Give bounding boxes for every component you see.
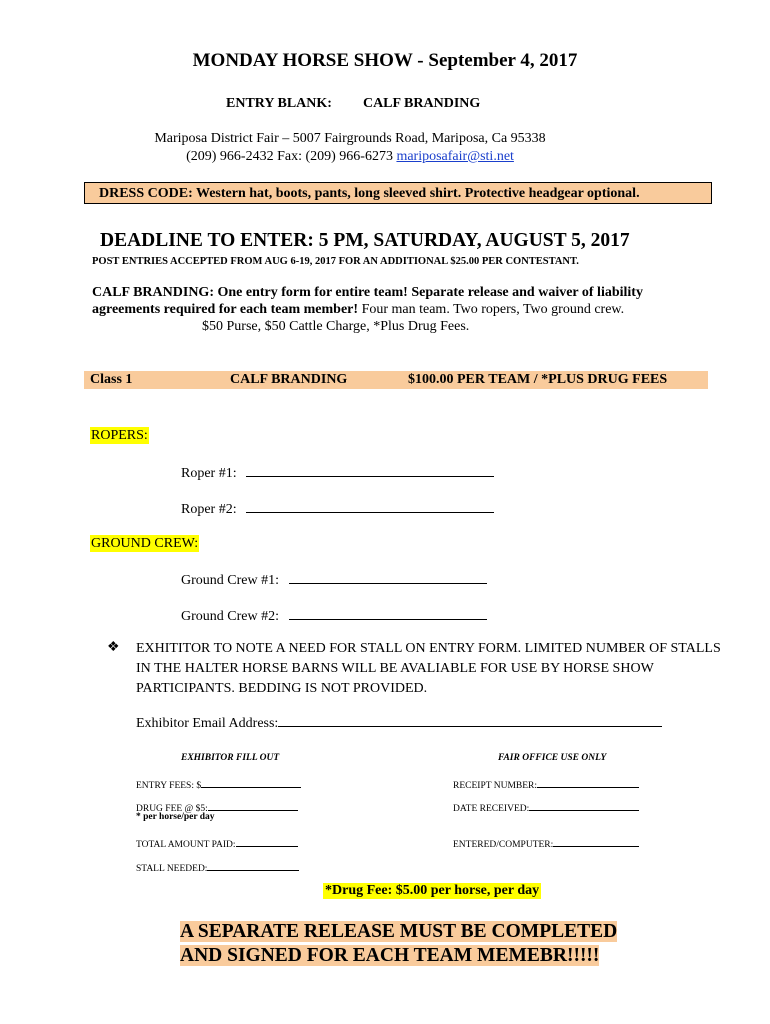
release-warning-line-2: AND SIGNED FOR EACH TEAM MEMEBR!!!!! — [180, 945, 600, 966]
drug-fee-label: DRUG FEE @ $5: — [136, 804, 208, 814]
dress-code-box: DRESS CODE: Western hat, boots, pants, long sleeved shirt. Protective headgear optional. — [84, 182, 712, 204]
roper-1-input[interactable] — [246, 462, 494, 477]
class-event: CALF BRANDING — [230, 372, 348, 387]
stall-note: EXHITITOR TO NOTE A NEED FOR STALL ON ENTRY FORM. LIMITED NUMBER OF STALLS IN THE HALTER HORSE BARNS WILL BE AVALIABLE FOR USE BY HORSE SHOW PARTICIPANTS. BEDDING IS NOT PROVIDED. — [136, 641, 721, 696]
exhibitor-email-label: Exhibitor Email Address: — [136, 716, 279, 731]
phone-fax: (209) 966-2432 Fax: (209) 966-6273 — [186, 149, 393, 164]
entry-fees-label: ENTRY FEES: $ — [136, 781, 202, 791]
ground-crew-1-field — [181, 569, 487, 589]
total-paid-input[interactable] — [236, 836, 298, 847]
fair-contact — [0, 148, 700, 166]
class-number: Class 1 — [90, 372, 133, 387]
receipt-number-label: RECEIPT NUMBER: — [453, 781, 538, 791]
roper-1-label: Roper #1: — [181, 466, 237, 481]
exhibitor-fill-out-heading: EXHIBITOR FILL OUT — [181, 753, 280, 763]
post-entries-note: POST ENTRIES ACCEPTED FROM AUG 6-19, 2017 FOR AN ADDITIONAL $25.00 PER CONTESTANT. — [92, 256, 579, 267]
fair-office-heading: FAIR OFFICE USE ONLY — [498, 753, 607, 763]
ground-crew-2-field — [181, 605, 487, 625]
date-received-label: DATE RECEIVED: — [453, 804, 530, 814]
receipt-number-input[interactable] — [537, 777, 639, 788]
fair-address-block — [0, 130, 700, 166]
entry-fees-input[interactable] — [201, 777, 301, 788]
ground-crew-1-label: Ground Crew #1: — [181, 573, 279, 588]
roper-1-field — [181, 462, 494, 482]
stall-needed-label: STALL NEEDED: — [136, 864, 208, 874]
fair-address: Mariposa District Fair – 5007 Fairgrounds Road, Mariposa, Ca 95338 — [154, 131, 546, 146]
total-paid-field — [136, 836, 298, 850]
release-warning — [180, 920, 617, 968]
ropers-heading: ROPERS: — [91, 428, 148, 443]
receipt-number-field — [453, 777, 639, 791]
drug-fee-input[interactable] — [208, 800, 298, 811]
drug-fee-note: *Drug Fee: $5.00 per horse, per day — [325, 883, 540, 898]
class-fee: $100.00 PER TEAM / *PLUS DRUG FEES — [408, 372, 668, 387]
entered-computer-label: ENTERED/COMPUTER: — [453, 840, 554, 850]
ground-crew-1-input[interactable] — [289, 569, 487, 584]
total-paid-label: TOTAL AMOUNT PAID: — [136, 840, 236, 850]
date-received-field — [453, 800, 639, 814]
stall-needed-field — [136, 860, 299, 874]
form-title: MONDAY HORSE SHOW - September 4, 2017 — [192, 50, 578, 71]
ground-crew-2-input[interactable] — [289, 605, 487, 620]
calf-branding-team: Four man team. Two ropers, Two ground crew. — [358, 302, 625, 317]
date-received-input[interactable] — [529, 800, 639, 811]
entry-blank-label: ENTRY BLANK: — [226, 96, 332, 111]
exhibitor-email-field — [136, 712, 662, 732]
entry-fees-field — [136, 777, 301, 791]
release-warning-line-1: A SEPARATE RELEASE MUST BE COMPLETED — [180, 921, 618, 942]
ground-crew-2-label: Ground Crew #2: — [181, 609, 279, 624]
per-horse-note: * per horse/per day — [136, 812, 215, 822]
diamond-bullet-icon: ❖ — [107, 640, 120, 655]
calf-branding-bold: CALF BRANDING: One entry form for entire team! Separate release and waiver of liability agreements required for each team member! — [92, 285, 643, 317]
ground-crew-heading: GROUND CREW: — [91, 536, 199, 551]
roper-2-field — [181, 498, 494, 518]
deadline-heading: DEADLINE TO ENTER: 5 PM, SATURDAY, AUGUST 5, 2017 — [100, 230, 630, 251]
stall-needed-input[interactable] — [207, 860, 299, 871]
class-row — [84, 371, 708, 389]
entry-event: CALF BRANDING — [362, 96, 481, 111]
calf-branding-fees: $50 Purse, $50 Cattle Charge, *Plus Drug Fees. — [202, 319, 470, 334]
email-link[interactable]: mariposafair@sti.net — [396, 149, 514, 164]
roper-2-input[interactable] — [246, 498, 494, 513]
calf-branding-info — [92, 284, 712, 335]
exhibitor-email-input[interactable] — [278, 712, 662, 727]
entered-computer-input[interactable] — [553, 836, 639, 847]
roper-2-label: Roper #2: — [181, 502, 237, 517]
entered-computer-field — [453, 836, 639, 850]
entry-blank-line — [226, 96, 480, 112]
